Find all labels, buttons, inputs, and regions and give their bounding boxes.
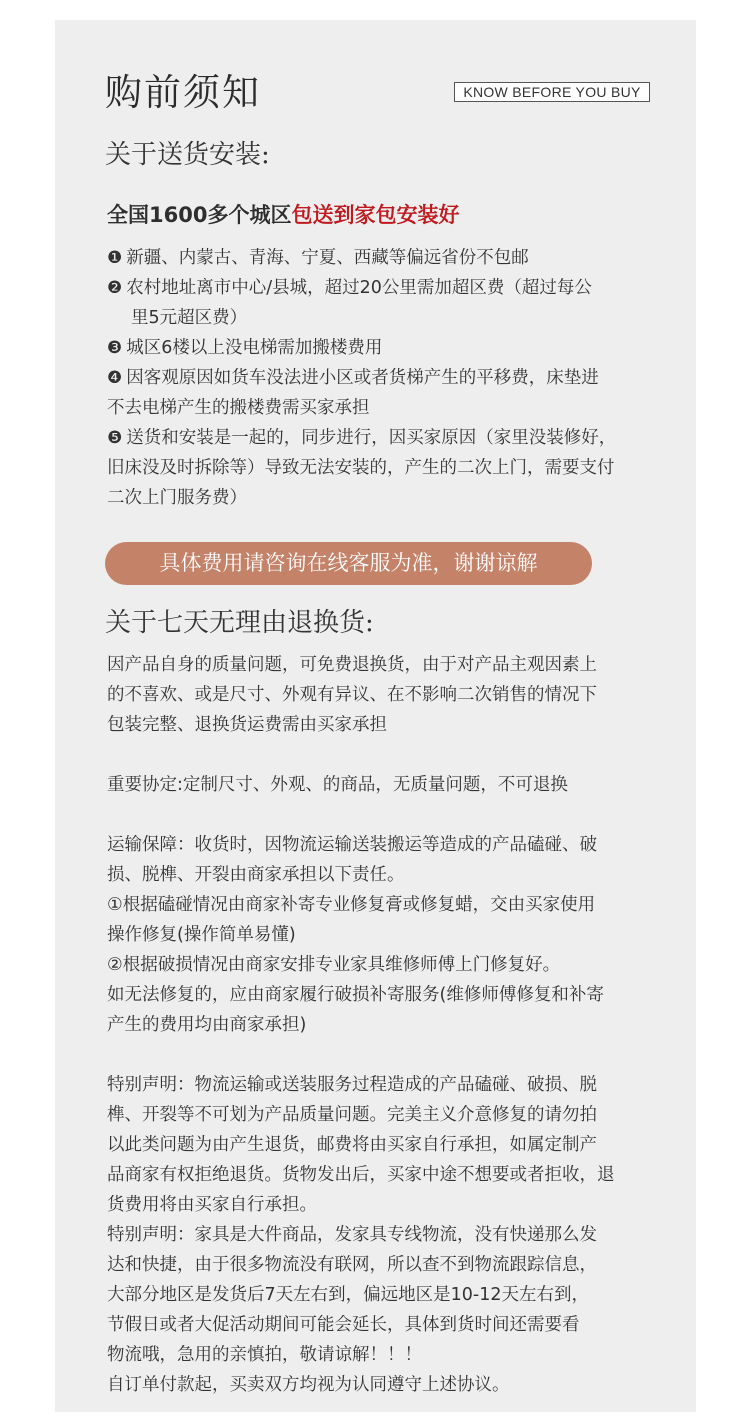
paragraph-line: 节假日或者大促活动期间可能会延长，具体到货时间还需要看 [107, 1315, 580, 1335]
paragraph-line: 榫、开裂等不可划为产品质量问题。完美主义介意修复的请勿拍 [107, 1105, 597, 1125]
returns-paragraph-transport [107, 830, 667, 1040]
highlight-red-text: 包送到家包安装好 [291, 203, 460, 227]
notice-card [55, 20, 696, 1412]
item-number: ❺ [107, 428, 123, 448]
item-number: ❷ [107, 278, 123, 298]
item-number: ❹ [107, 368, 123, 388]
list-item [107, 423, 667, 513]
paragraph-line: 大部分地区是发货后7天左右到，偏远地区是10-12天左右到， [107, 1285, 589, 1305]
know-before-you-buy-tag: KNOW BEFORE YOU BUY [454, 82, 650, 102]
item-line: 农村地址离市中心/县城，超过20公里需加超区费（超过每公 [126, 278, 592, 298]
item-line: 城区6楼以上没电梯需加搬楼费用 [126, 338, 383, 358]
delivery-terms-list [107, 243, 667, 513]
list-item [107, 363, 667, 423]
paragraph-line: 特别声明：家具是大件商品，发家具专线物流，没有快递那么发 [107, 1225, 597, 1245]
paragraph-line: 以此类问题为由产生退货，邮费将由买家自行承担，如属定制产 [107, 1135, 597, 1155]
item-number: ❸ [107, 338, 123, 358]
delivery-highlight [107, 200, 459, 230]
item-line: 不去电梯产生的搬楼费需买家承担 [107, 398, 370, 418]
highlight-normal-text: 全国1600多个城区 [107, 203, 292, 227]
paragraph-line: 物流哦，急用的亲慎拍，敬请谅解！！！ [107, 1345, 422, 1365]
returns-paragraph-quality [107, 650, 667, 740]
paragraph-line: ①根据磕碰情况由商家补寄专业修复膏或修复蜡，交由买家使用 [107, 895, 596, 915]
paragraph-line: 运输保障：收货时，因物流运输送装搬运等造成的产品磕碰、破 [107, 835, 597, 855]
paragraph-line: 操作修复(操作简单易懂) [107, 925, 296, 945]
list-item [107, 273, 667, 333]
paragraph-line: 达和快捷，由于很多物流没有联网，所以查不到物流跟踪信息， [107, 1255, 597, 1275]
paragraph-line: 重要协定:定制尺寸、外观、的商品，无质量问题，不可退换 [107, 775, 568, 795]
paragraph-line: 特别声明：物流运输或送装服务过程造成的产品磕碰、破损、脱 [107, 1075, 597, 1095]
item-line: 里5元超区费） [131, 308, 248, 328]
page-title: 购前须知 [105, 71, 261, 114]
paragraph-line: 的不喜欢、或是尺寸、外观有异议、在不影响二次销售的情况下 [107, 685, 597, 705]
returns-paragraph-custom [107, 770, 667, 800]
paragraph-line: 包装完整、退换货运费需由买家承担 [107, 715, 387, 735]
item-number: ❶ [107, 248, 123, 268]
paragraph-line: 如无法修复的，应由商家履行破损补寄服务(维修师傅修复和补寄 [107, 985, 604, 1005]
paragraph-line: ②根据破损情况由商家安排专业家具维修师傅上门修复好。 [107, 955, 561, 975]
paragraph-line: 产生的费用均由商家承担) [107, 1015, 307, 1035]
returns-heading: 关于七天无理由退换货: [105, 608, 374, 638]
list-item [107, 333, 667, 363]
returns-paragraph-special [107, 1070, 667, 1400]
paragraph-line: 货费用将由买家自行承担。 [107, 1195, 317, 1215]
consult-service-notice: 具体费用请咨询在线客服为准，谢谢谅解 [105, 542, 592, 585]
paragraph-line: 自订单付款起，买卖双方均视为认同遵守上述协议。 [107, 1375, 510, 1395]
paragraph-line: 品商家有权拒绝退货。货物发出后，买家中途不想要或者拒收，退 [107, 1165, 615, 1185]
item-line: 二次上门服务费） [107, 488, 247, 508]
delivery-heading: 关于送货安装: [105, 140, 270, 170]
list-item [107, 243, 667, 273]
item-line: 因客观原因如货车没法进小区或者货梯产生的平移费，床垫进 [126, 368, 599, 388]
paragraph-line: 损、脱榫、开裂由商家承担以下责任。 [107, 865, 405, 885]
item-line: 送货和安装是一起的，同步进行，因买家原因（家里没装修好， [126, 428, 617, 448]
item-line: 新疆、内蒙古、青海、宁夏、西藏等偏远省份不包邮 [126, 248, 529, 268]
item-line: 旧床没及时拆除等）导致无法安装的，产生的二次上门，需要支付 [107, 458, 615, 478]
paragraph-line: 因产品自身的质量问题，可免费退换货，由于对产品主观因素上 [107, 655, 597, 675]
